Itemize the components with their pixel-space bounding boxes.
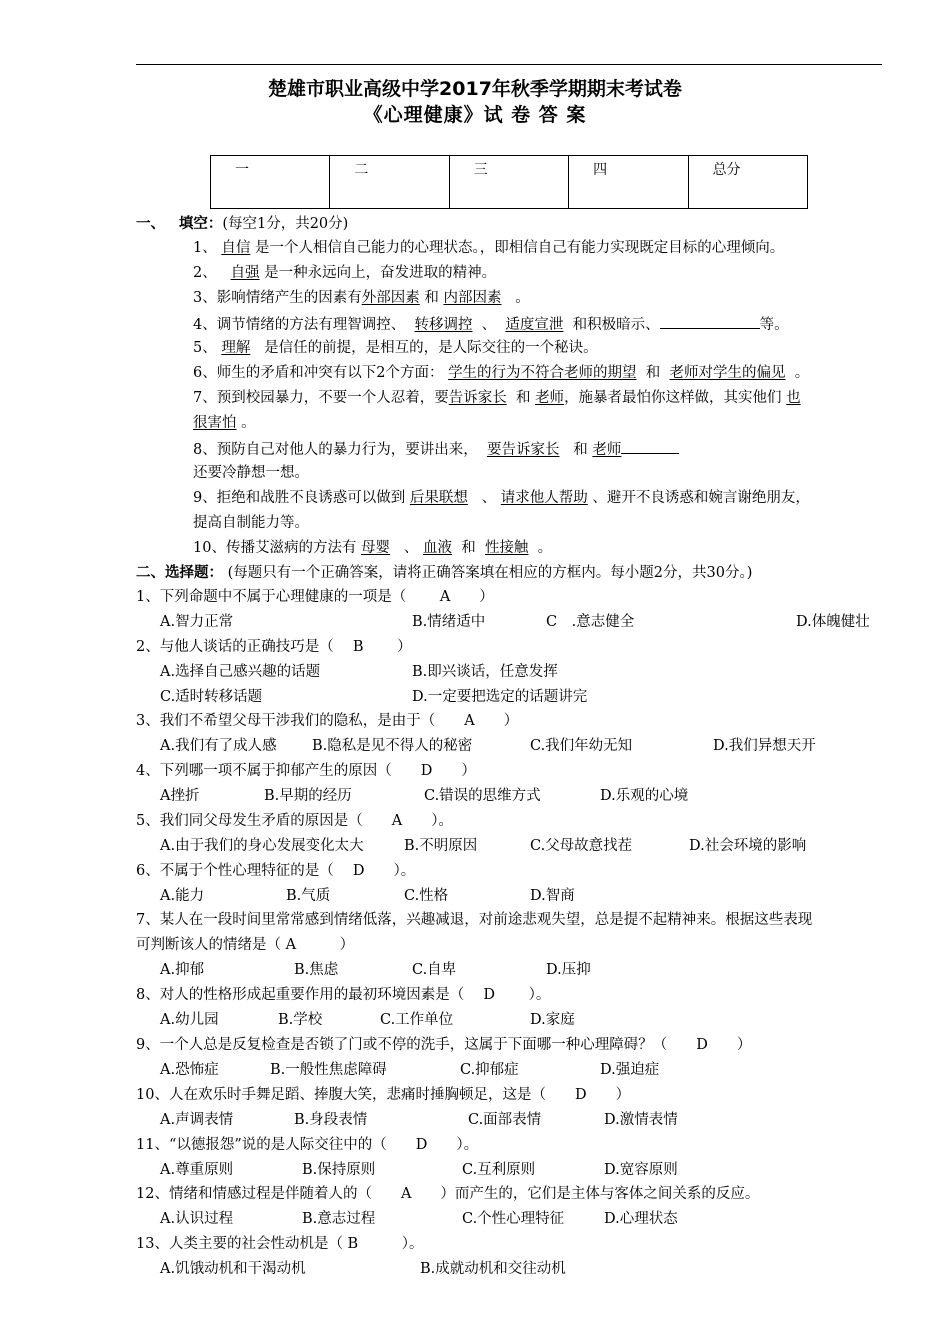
fill-q9: 9、拒绝和战胜不良诱惑可以做到 后果联想 、 请求他人帮助 、避开不良诱惑和婉言谢绝朋友， [193, 490, 810, 506]
mc-q13-option: A.饥饿动机和干渴动机 [160, 1261, 306, 1277]
mc-q2-stem: 2、与他人谈话的正确技巧是（ B ） [136, 639, 412, 655]
mc-q8-option: B.学校 [278, 1012, 323, 1028]
fill-q6: 6、师生的矛盾和冲突有以下2个方面： 学生的行为不符合老师的期望 和 老师对学生的偏见 。 [193, 365, 810, 381]
mc-q9-option: B.一般性焦虑障碍 [270, 1062, 387, 1078]
mc-q1-stem: 1、下列命题中不属于心理健康的一项是（ A ） [136, 589, 494, 605]
exam-title: 楚雄市职业高级中学2017年秋季学期期末考试卷 [268, 78, 682, 100]
mc-q12-option: B.意志过程 [302, 1211, 376, 1227]
fill-q3: 3、影响情绪产生的因素有外部因素 和 内部因素 。 [193, 290, 530, 306]
mc-q11-option: A.尊重原则 [160, 1162, 234, 1178]
mc-q6-option: D.智商 [530, 888, 575, 904]
mc-q12-option: C.个性心理特征 [462, 1211, 565, 1227]
mc-q10-option: D.激情表情 [604, 1112, 678, 1128]
mc-q5-stem: 5、我们同父母发生矛盾的原因是（ A ）。 [136, 813, 453, 829]
mc-q2-option: D.一定要把选定的话题讲完 [412, 689, 588, 705]
mc-q5-option: D.社会环境的影响 [689, 838, 807, 854]
mc-q4-option: A挫折 [160, 788, 200, 804]
mc-q8-option: D.家庭 [530, 1012, 575, 1028]
score-cell: 二 [330, 156, 449, 209]
mc-q10-option: B.身段表情 [294, 1112, 368, 1128]
mc-q7-option: D.压抑 [546, 962, 591, 978]
mc-q4-option: C.错误的思维方式 [424, 788, 541, 804]
mc-q1-option: B.情绪适中 [412, 614, 486, 630]
mc-q6-option: B.气质 [286, 888, 331, 904]
fill-q10: 10、传播艾滋病的方法有 母婴 、 血液 和 性接触 。 [193, 540, 553, 556]
score-cell: 一 [211, 156, 330, 209]
mc-q13-stem: 13、人类主要的社会性动机是（ B ）。 [136, 1236, 424, 1252]
score-cell: 总分 [688, 156, 807, 209]
fill-q8: 8、预防自己对他人的暴力行为，要讲出来， 要告诉家长 和 老师 [193, 438, 679, 460]
fill-q2: 2、 自强 是一种永远向上，奋发进取的精神。 [193, 265, 497, 281]
mc-q6-stem: 6、不属于个性心理特征的是（ D ）。 [136, 863, 416, 879]
fill-q1: 1、 自信 是一个人相信自己能力的心理状态。，即相信自己有能力实现既定目标的心理倾向。 [193, 240, 785, 256]
mc-q9-option: C.抑郁症 [460, 1062, 519, 1078]
exam-subtitle: 《心理健康》试 卷 答 案 [363, 104, 587, 126]
mc-q7-stem: 7、某人在一段时间里常常感到情绪低落，兴趣减退，对前途悲观失望，总是提不起精神来。根据这些表现 [136, 912, 813, 928]
fill-q7: 7、预到校园暴力，不要一个人忍着，要告诉家长 和 老师，施暴者最怕你这样做，其实他们 也 [193, 390, 801, 406]
mc-q5-option: A.由于我们的身心发展变化太大 [160, 838, 364, 854]
mc-q1-option: A.智力正常 [160, 614, 234, 630]
mc-q2-option: C.适时转移话题 [160, 689, 263, 705]
mc-q10-option: C.面部表情 [468, 1112, 542, 1128]
section2-heading: 二、选择题： (每题只有一个正确答案，请将正确答案填在相应的方框内。每小题2分，共30分。) [136, 565, 753, 581]
mc-q8-stem: 8、对人的性格形成起重要作用的最初环境因素是（ D ）。 [136, 987, 551, 1003]
mc-q12-option: D.心理状态 [604, 1211, 678, 1227]
fill-q5: 5、 理解 是信任的前提，是相互的，是人际交往的一个秘诀。 [193, 340, 598, 356]
mc-q13-option: B.成就动机和交往动机 [420, 1261, 566, 1277]
mc-q8-option: C.工作单位 [380, 1012, 454, 1028]
mc-q2-option: B.即兴谈话，任意发挥 [412, 664, 558, 680]
mc-q4-stem: 4、下列哪一项不属于抑郁产生的原因（ D ） [136, 763, 476, 779]
fill-q9-cont: 提高自制能力等。 [193, 515, 309, 531]
mc-q11-option: D.宽容原则 [604, 1162, 678, 1178]
mc-q5-option: C.父母故意找茬 [530, 838, 633, 854]
mc-q3-option: B.隐私是见不得人的秘密 [312, 738, 473, 754]
mc-q9-stem: 9、一个人总是反复检查是否锁了门或不停的洗手，这属于下面哪一种心理障碍？（ D ） [136, 1037, 752, 1053]
score-cell: 三 [449, 156, 568, 209]
mc-q6-option: C.性格 [404, 888, 449, 904]
mc-q7-stem-cont: 可判断该人的情绪是（ A ） [136, 937, 355, 953]
mc-q3-option: C.我们年幼无知 [530, 738, 633, 754]
mc-q9-option: D.强迫症 [600, 1062, 660, 1078]
mc-q12-stem: 12、情绪和情感过程是伴随着人的（ A ）而产生的，它们是主体与客体之间关系的反应。 [136, 1186, 760, 1202]
mc-q4-option: D.乐观的心境 [600, 788, 689, 804]
fill-q8-cont: 还要冷静想一想。 [193, 465, 309, 481]
mc-q12-option: A.认识过程 [160, 1211, 234, 1227]
mc-q11-option: B.保持原则 [302, 1162, 376, 1178]
mc-q10-stem: 10、人在欢乐时手舞足蹈、捧腹大笑，悲痛时捶胸顿足，这是（ D ） [136, 1087, 631, 1103]
mc-q3-option: A.我们有了成人感 [160, 738, 277, 754]
mc-q6-option: A.能力 [160, 888, 205, 904]
fill-q4: 4、调节情绪的方法有理智调控、 转移调控 、 适度宣泄 和积极暗示、 等。 [193, 313, 789, 335]
mc-q4-option: B.早期的经历 [264, 788, 352, 804]
section1-heading: 一、 填空：(每空1分，共20分) [136, 216, 349, 232]
mc-q3-stem: 3、我们不希望父母干涉我们的隐私，是由于（ A ） [136, 713, 519, 729]
mc-q11-option: C.互利原则 [462, 1162, 536, 1178]
mc-q3-option: D.我们异想天开 [713, 738, 816, 754]
score-table [210, 155, 808, 209]
mc-q1-option: C .意志健全 [546, 614, 635, 630]
mc-q7-option: A.抑郁 [160, 962, 205, 978]
mc-q11-stem: 11、“以德报怨”说的是人际交往中的（ D ）。 [136, 1137, 479, 1153]
mc-q8-option: A.幼儿园 [160, 1012, 219, 1028]
fill-q7-cont: 很害怕 。 [193, 415, 256, 431]
mc-q7-option: B.焦虑 [294, 962, 339, 978]
mc-q9-option: A.恐怖症 [160, 1062, 219, 1078]
mc-q1-option: D.体魄健壮 [796, 614, 870, 630]
top-rule [136, 64, 882, 65]
mc-q5-option: B.不明原因 [404, 838, 478, 854]
mc-q7-option: C.自卑 [412, 962, 457, 978]
score-cell: 四 [569, 156, 688, 209]
mc-q10-option: A.声调表情 [160, 1112, 234, 1128]
mc-q2-option: A.选择自己感兴趣的话题 [160, 664, 321, 680]
